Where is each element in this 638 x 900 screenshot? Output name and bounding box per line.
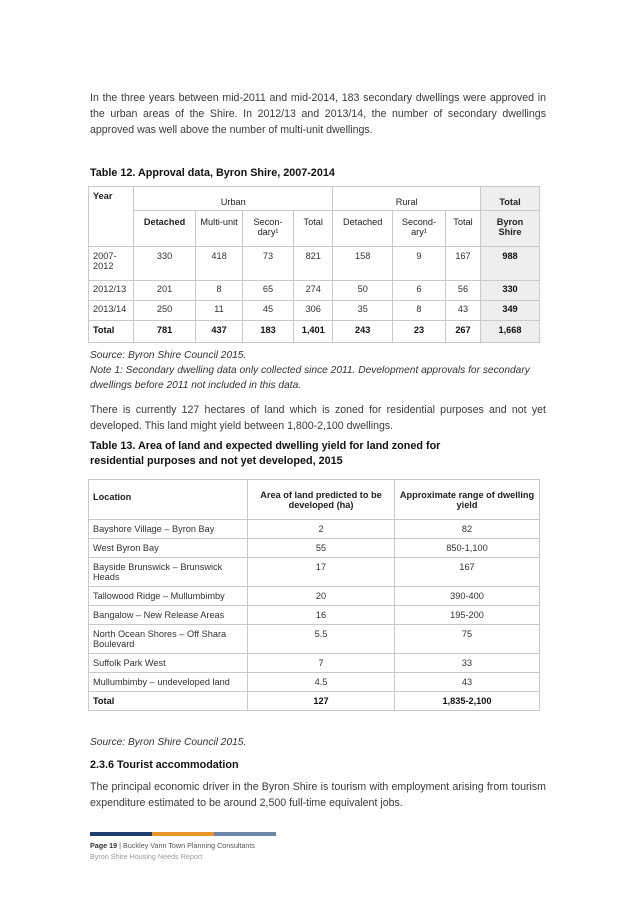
- cell: 243: [333, 321, 393, 343]
- table-row: [89, 654, 540, 673]
- area-cell: 16: [248, 606, 395, 625]
- location-cell: North Ocean Shores – Off Shara Boulevard: [89, 625, 248, 654]
- yield-cell: 167: [395, 558, 540, 587]
- cell: 183: [243, 321, 294, 343]
- col-rural-detached: Detached: [333, 211, 393, 247]
- area-cell: 5.5: [248, 625, 395, 654]
- table-row: [89, 558, 540, 587]
- footer-line1: [90, 841, 255, 850]
- col-urban-detached: Detached: [134, 211, 196, 247]
- total-yield: 1,835-2,100: [395, 692, 540, 711]
- row-year: 2007-2012: [89, 247, 134, 281]
- cell: 201: [134, 281, 196, 301]
- cell: 8: [196, 281, 243, 301]
- area-cell: 17: [248, 558, 395, 587]
- cell: 43: [445, 301, 480, 321]
- area-cell: 2: [248, 520, 395, 539]
- col-urban-secondary: Secon-dary¹: [243, 211, 294, 247]
- cell: 73: [243, 247, 294, 281]
- yield-cell: 82: [395, 520, 540, 539]
- table-row: [89, 673, 540, 692]
- cell: 65: [243, 281, 294, 301]
- yield-cell: 75: [395, 625, 540, 654]
- intro-paragraph: In the three years between mid-2011 and mid-2014, 183 secondary dwellings were approved in the urban areas of the Shire. In 2012/13 and 2013/14, the number of secondary dwellings approved was well above the number of multi-unit dwellings.: [90, 92, 546, 136]
- year-header: Year: [89, 187, 134, 247]
- cell: 50: [333, 281, 393, 301]
- urban-header: Urban: [134, 187, 333, 211]
- cell: 167: [445, 247, 480, 281]
- area-cell: 7: [248, 654, 395, 673]
- cell: 9: [392, 247, 445, 281]
- cell: 8: [392, 301, 445, 321]
- yield-cell: 43: [395, 673, 540, 692]
- cell: 274: [294, 281, 333, 301]
- cell: 56: [445, 281, 480, 301]
- yield-cell: 33: [395, 654, 540, 673]
- cell-total: 330: [481, 281, 540, 301]
- area-header: Area of land predicted to be developed (ha): [248, 480, 395, 520]
- page-number: Page 19: [90, 841, 118, 850]
- table-row: [89, 520, 540, 539]
- cell: 306: [294, 301, 333, 321]
- area-cell: 55: [248, 539, 395, 558]
- cell: 1,401: [294, 321, 333, 343]
- table-row: [89, 539, 540, 558]
- cell: 158: [333, 247, 393, 281]
- cell: 250: [134, 301, 196, 321]
- location-cell: Bangalow – New Release Areas: [89, 606, 248, 625]
- location-cell: Tallowood Ridge – Mullumbimby: [89, 587, 248, 606]
- location-cell: Suffolk Park West: [89, 654, 248, 673]
- table13-source: Source: Byron Shire Council 2015.: [90, 737, 247, 748]
- cell: 11: [196, 301, 243, 321]
- section-paragraph: The principal economic driver in the Byron Shire is tourism with employment arising from tourism expenditure estimated to be around 2,500 full-time equivalent jobs.: [90, 781, 546, 809]
- col-urban-multiunit: Multi-unit: [196, 211, 243, 247]
- total-header: Total: [481, 187, 540, 211]
- location-cell: Mullumbimby – undeveloped land: [89, 673, 248, 692]
- location-cell: Bayside Brunswick – Brunswick Heads: [89, 558, 248, 587]
- approval-data-table: [88, 186, 540, 343]
- col-rural-total: Total: [445, 211, 480, 247]
- table12-note: Note 1: Secondary dwelling data only collected since 2011. Development approvals for secondary dwellings before 2011 not included in this data.: [90, 365, 530, 391]
- footer-bar-orange: [152, 832, 214, 836]
- col-byron-shire: Byron Shire: [481, 211, 540, 247]
- cell-total: 988: [481, 247, 540, 281]
- cell: 23: [392, 321, 445, 343]
- row-year: 2012/13: [89, 281, 134, 301]
- table12-source: Source: Byron Shire Council 2015.: [90, 350, 247, 361]
- table-row: [89, 587, 540, 606]
- total-label: Total: [89, 692, 248, 711]
- col-urban-total: Total: [294, 211, 333, 247]
- land-paragraph: There is currently 127 hectares of land which is zoned for residential purposes and not yet developed. This land might yield between 1,800-2,100 dwellings.: [90, 404, 546, 432]
- table12-caption: Table 12. Approval data, Byron Shire, 2007-2014: [90, 167, 335, 179]
- location-cell: West Byron Bay: [89, 539, 248, 558]
- yield-cell: 195-200: [395, 606, 540, 625]
- cell: 437: [196, 321, 243, 343]
- total-area: 127: [248, 692, 395, 711]
- location-header: Location: [89, 480, 248, 520]
- cell: 45: [243, 301, 294, 321]
- table-row: [89, 281, 540, 301]
- yield-header: Approximate range of dwelling yield: [395, 480, 540, 520]
- table-row: [89, 247, 540, 281]
- cell-total: 1,668: [481, 321, 540, 343]
- land-yield-table: [88, 479, 540, 711]
- cell: 330: [134, 247, 196, 281]
- cell: 781: [134, 321, 196, 343]
- cell: 35: [333, 301, 393, 321]
- table-row-total: [89, 692, 540, 711]
- rural-header: Rural: [333, 187, 481, 211]
- footer-bar-blue: [90, 832, 152, 836]
- footer-bar-slate: [214, 832, 276, 836]
- footer-firm: | Buckley Vann Town Planning Consultants: [119, 841, 256, 850]
- cell: 418: [196, 247, 243, 281]
- table-row: [89, 625, 540, 654]
- yield-cell: 850-1,100: [395, 539, 540, 558]
- cell: 6: [392, 281, 445, 301]
- col-rural-secondary: Second-ary¹: [392, 211, 445, 247]
- cell: 267: [445, 321, 480, 343]
- table-row-total: [89, 321, 540, 343]
- table-row: [89, 301, 540, 321]
- yield-cell: 390-400: [395, 587, 540, 606]
- area-cell: 20: [248, 587, 395, 606]
- section-heading: 2.3.6 Tourist accommodation: [90, 759, 239, 771]
- location-cell: Bayshore Village – Byron Bay: [89, 520, 248, 539]
- cell: 821: [294, 247, 333, 281]
- row-year: 2013/14: [89, 301, 134, 321]
- cell-total: 349: [481, 301, 540, 321]
- table-row: [89, 606, 540, 625]
- row-year: Total: [89, 321, 134, 343]
- area-cell: 4.5: [248, 673, 395, 692]
- table13-caption: Table 13. Area of land and expected dwelling yield for land zoned for residential purposes and not yet developed, 2015: [90, 440, 441, 467]
- footer-report: Byron Shire Housing Needs Report: [90, 852, 203, 861]
